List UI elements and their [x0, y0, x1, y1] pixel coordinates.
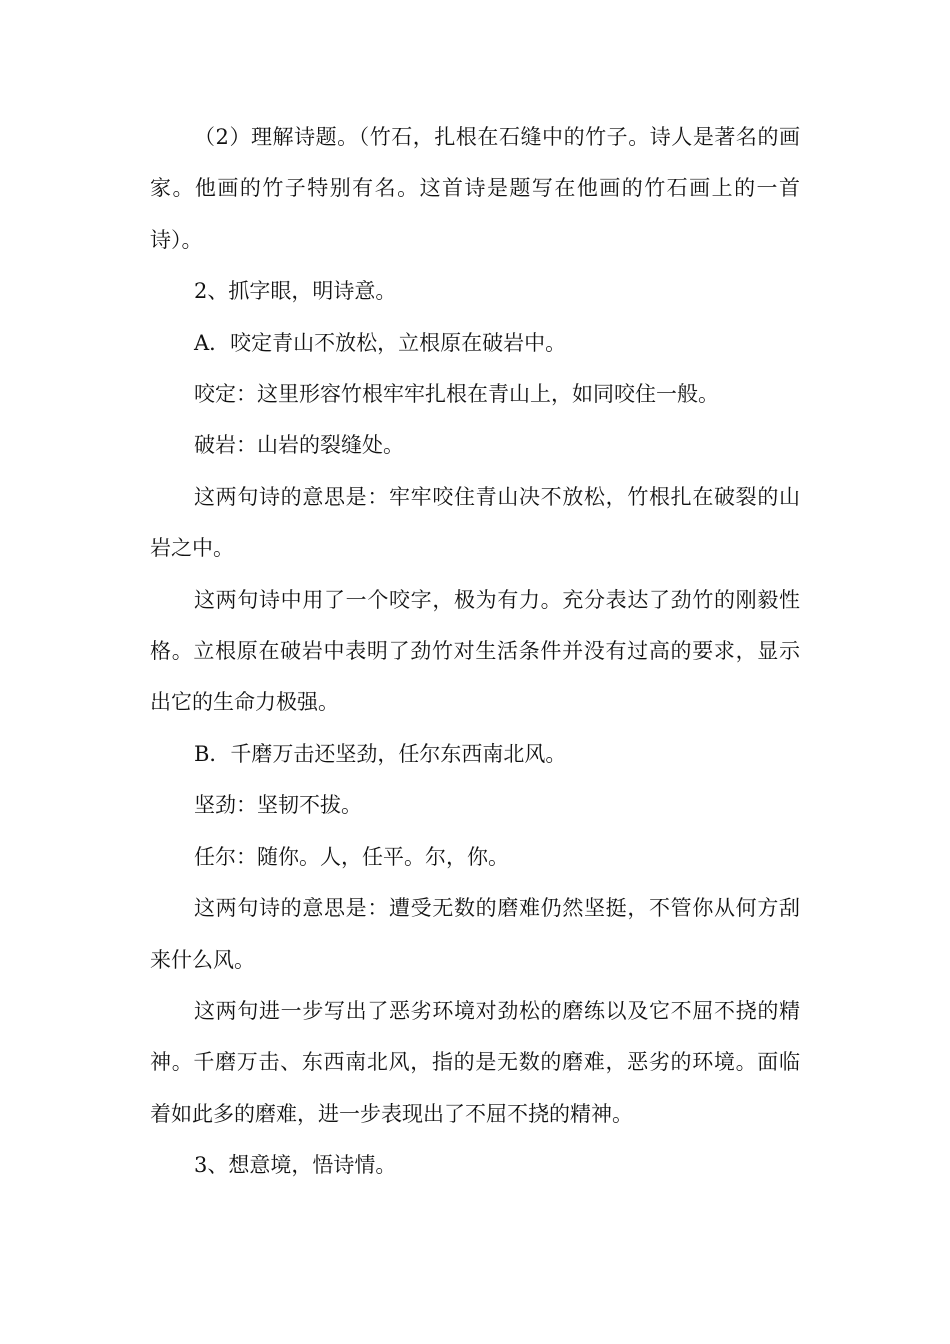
- paragraph-gloss-poyan: 破岩：山岩的裂缝处。: [194, 433, 404, 458]
- paragraph-step-3-heading: 3、想意境，悟诗情。: [194, 1153, 397, 1178]
- document-body: [150, 112, 800, 1192]
- paragraph-gloss-rener: 任尔：随你。人，任平。尔，你。: [194, 844, 509, 869]
- paragraph-poem-line-b: B．千磨万击还坚劲，任尔东西南北风。: [194, 741, 567, 766]
- paragraph-understand-title: （2）理解诗题。（竹石，扎根在石缝中的竹子。诗人是著名的画家。他画的竹子特别有名。这首诗是题写在他画的竹石画上的一首诗）。: [150, 125, 800, 252]
- paragraph-analysis-b: 这两句进一步写出了恶劣环境对劲松的磨练以及它不屈不挠的精神。千磨万击、东西南北风，指的是无数的磨难，恶劣的环境。面临着如此多的磨难，进一步表现出了不屈不挠的精神。: [150, 998, 800, 1126]
- paragraph-poem-line-a: A．咬定青山不放松，立根原在破岩中。: [194, 330, 567, 355]
- paragraph-step-2-heading: 2、抓字眼，明诗意。: [194, 279, 397, 304]
- paragraph-gloss-jianjin: 坚劲：坚韧不拔。: [194, 793, 362, 818]
- paragraph-meaning-b: 这两句诗的意思是：遭受无数的磨难仍然坚挺，不管你从何方刮来什么风。: [150, 896, 800, 972]
- paragraph-analysis-a: 这两句诗中用了一个咬字，极为有力。充分表达了劲竹的刚毅性格。立根原在破岩中表明了劲竹对生活条件并没有过高的要求，显示出它的生命力极强。: [150, 587, 800, 715]
- paragraph-gloss-yaoding: 咬定：这里形容竹根牢牢扎根在青山上，如同咬住一般。: [194, 382, 719, 407]
- paragraph-meaning-a: 这两句诗的意思是：牢牢咬住青山决不放松，竹根扎在破裂的山岩之中。: [150, 484, 800, 561]
